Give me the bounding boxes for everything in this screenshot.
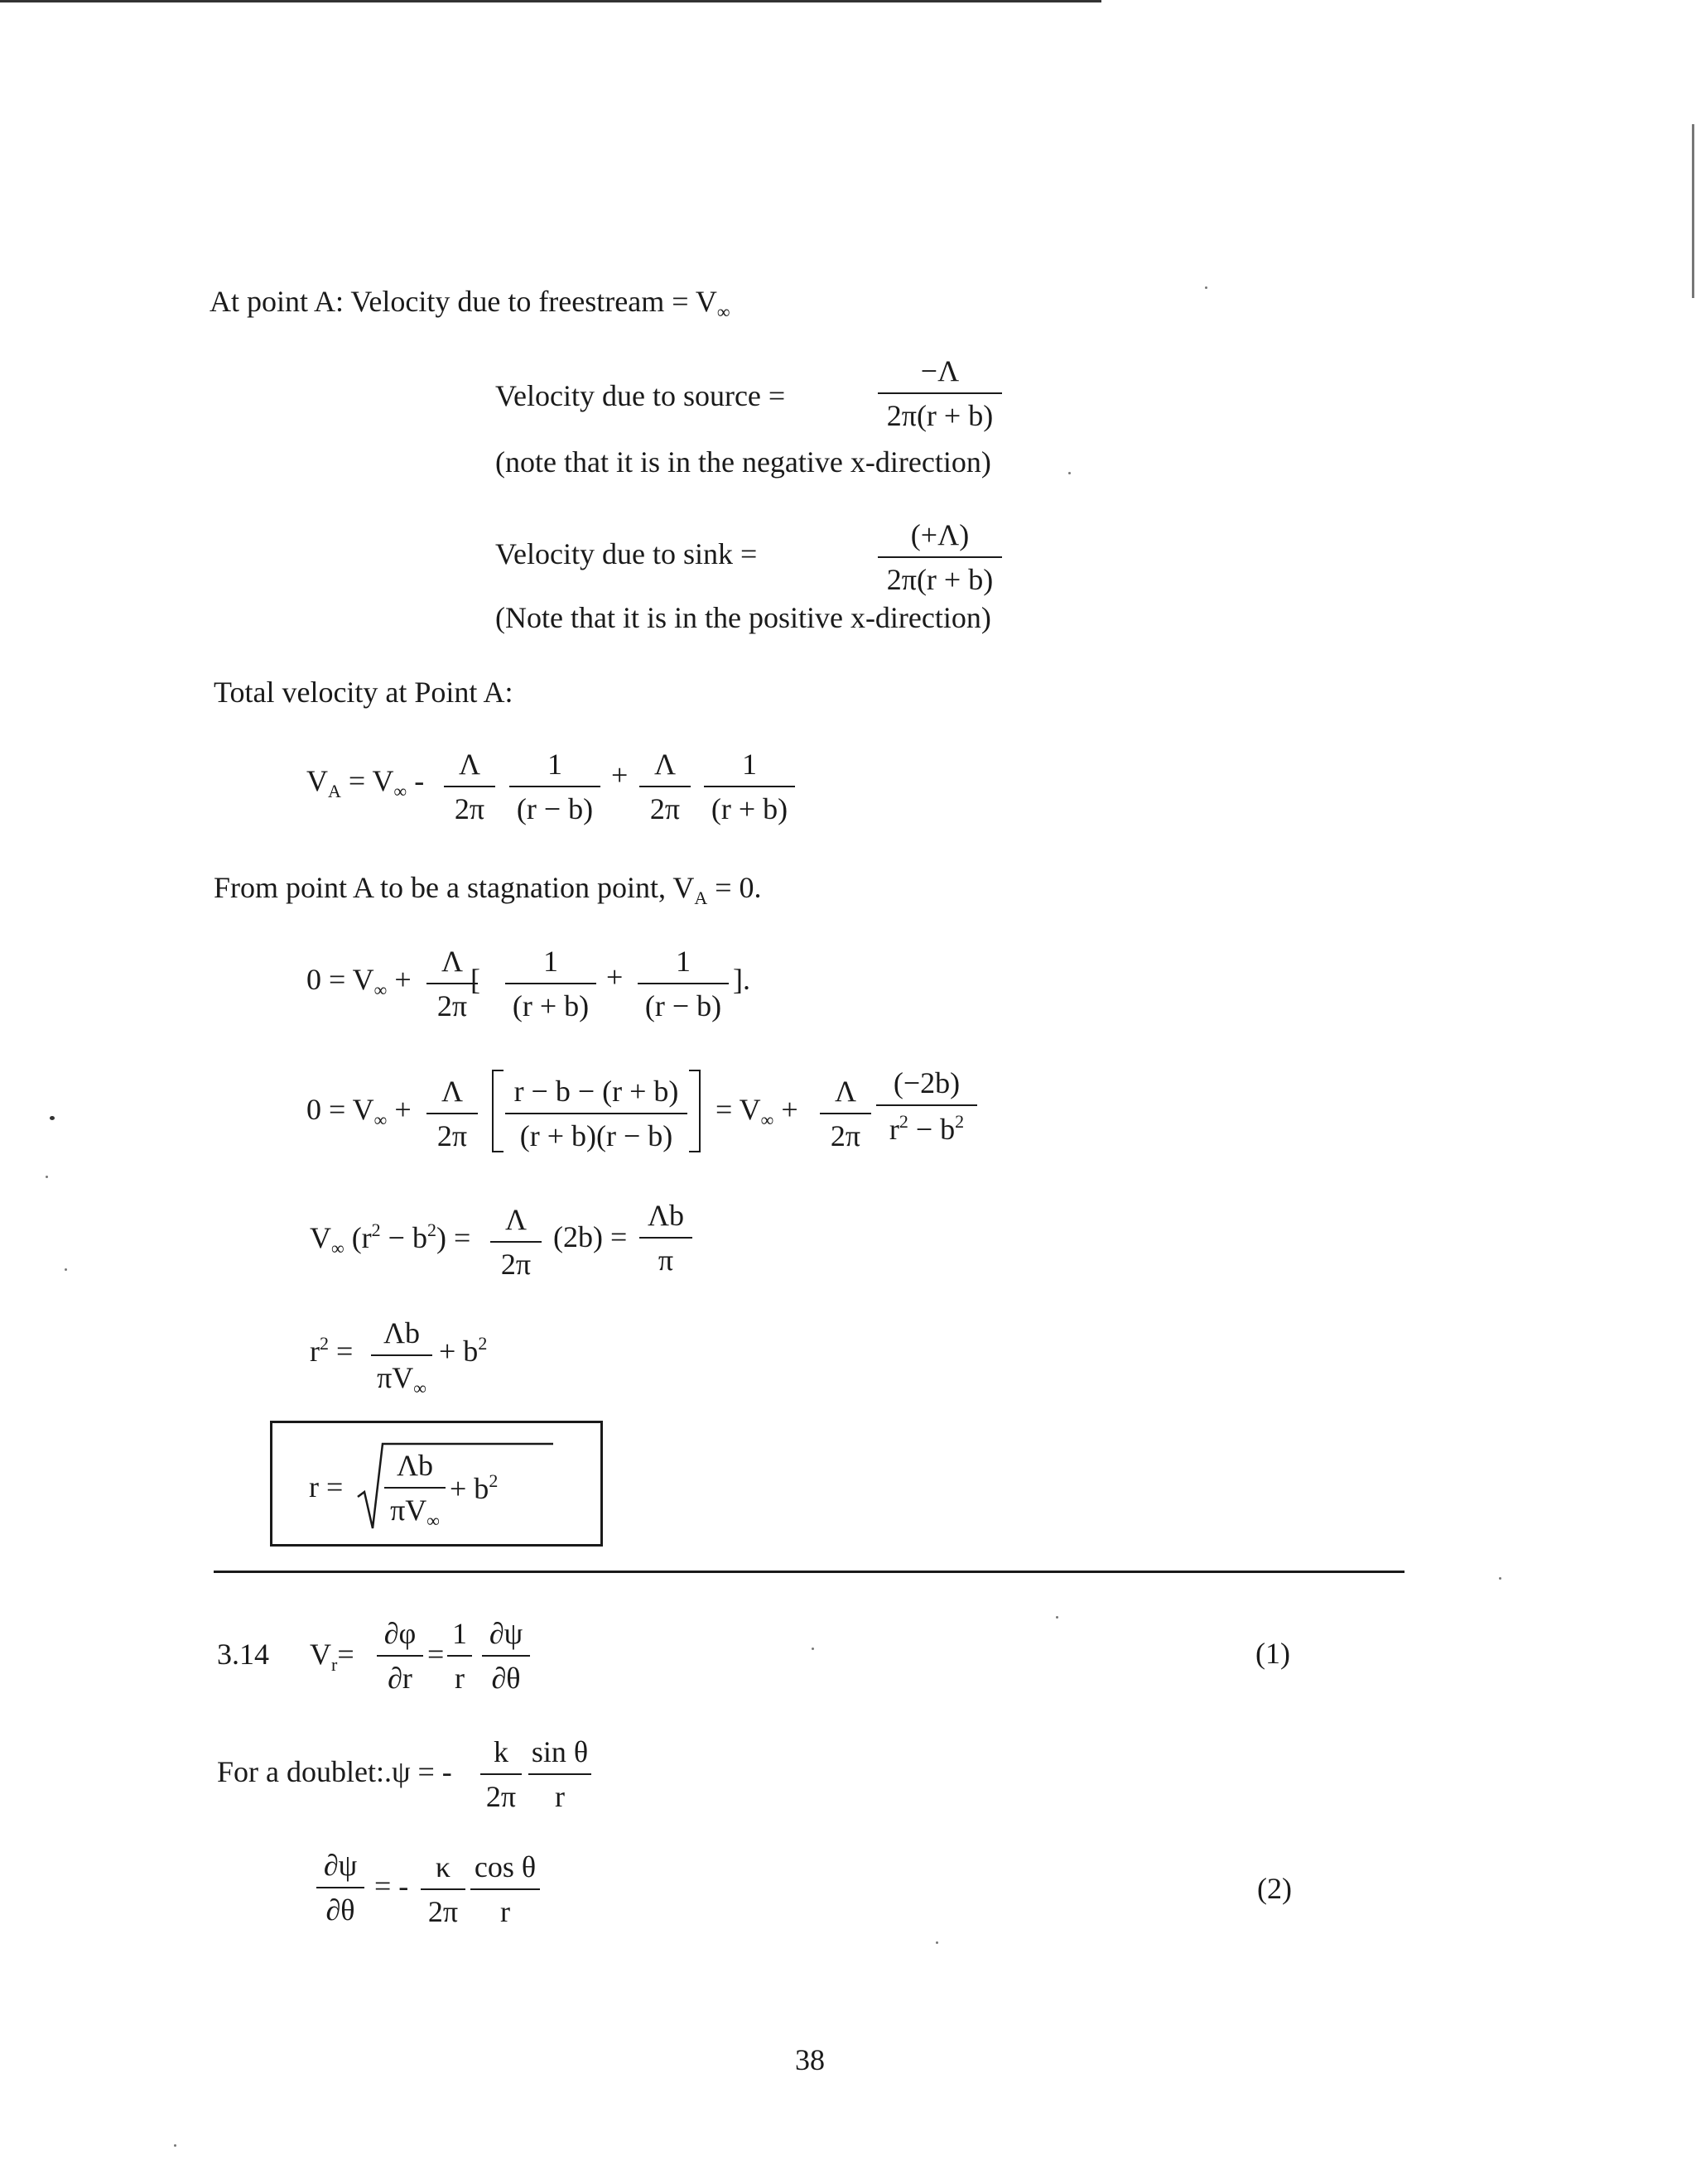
stag-main: From point A to be a stagnation point, V: [214, 871, 695, 904]
source-fraction: [878, 356, 1002, 431]
sink-label: Velocity due to sink =: [495, 537, 758, 570]
va-rmb: (r − b): [516, 792, 594, 825]
source-label: Velocity due to source =: [495, 379, 786, 412]
eq0a-plus2: +: [606, 960, 624, 993]
eq0b-text: 0 = V: [306, 1093, 374, 1126]
eq3-2b: (2b) =: [553, 1220, 628, 1253]
freestream-text: At point A: Velocity due to freestream = V: [210, 285, 717, 318]
scan-speck: [1056, 1616, 1058, 1619]
eq0b-lam2: Λ: [820, 1076, 871, 1114]
eq0b-mid-inf: ∞: [760, 1109, 774, 1130]
vr-r: r: [455, 1662, 465, 1695]
doublet-sin: sin θ: [528, 1737, 591, 1775]
v-inf-sub: ∞: [716, 301, 730, 322]
vr-eq: =: [337, 1638, 354, 1671]
eq4-eq: =: [329, 1335, 354, 1368]
va-2pi1: 2π: [454, 792, 485, 825]
va-v: V: [306, 764, 328, 797]
eq3-frac-lam: [490, 1205, 542, 1279]
eq0a-rbr: ].: [733, 963, 750, 996]
doublet-k: k: [480, 1737, 522, 1775]
eq0b-num: r − b − (r + b): [505, 1076, 687, 1114]
boxed-pv: [384, 1489, 446, 1530]
vr-frac-dphi: [377, 1619, 423, 1693]
va-2pi2: 2π: [649, 792, 681, 825]
eq4-pv: [371, 1356, 432, 1397]
va-frac-lam2: [639, 749, 691, 824]
stag-sub: A: [694, 888, 708, 908]
eq4-frac: [371, 1318, 432, 1397]
source-note: (note that it is in the negative x-direction): [495, 445, 991, 479]
vr-dr: ∂r: [388, 1662, 412, 1695]
sink-den: 2π(r + b): [886, 563, 994, 596]
eq0b-frac-main: [505, 1076, 687, 1151]
eq0a-frac1: [505, 946, 596, 1021]
scan-speck: [50, 1116, 55, 1120]
eq4-sup2: 2: [478, 1333, 488, 1354]
va-lam1: Λ: [444, 749, 495, 787]
doublet-label: For a doublet:.ψ = -: [217, 1755, 452, 1788]
stag-tail: = 0.: [707, 871, 762, 904]
va-lhs: [306, 766, 424, 801]
eq4-lamb: Λb: [371, 1318, 432, 1356]
eq0b-2pi: 2π: [436, 1119, 468, 1152]
va-inf: ∞: [393, 781, 407, 801]
equation-number-2: (2): [1257, 1872, 1292, 1905]
equation-number-1: (1): [1255, 1637, 1290, 1670]
eq0b-mid-text: = V: [716, 1093, 761, 1126]
source-den: 2π(r + b): [886, 399, 994, 432]
doublet-2pi: 2π: [485, 1780, 517, 1813]
eq0a-inf: ∞: [373, 979, 388, 1000]
va-sub: A: [328, 781, 341, 801]
eq2-frac-kappa: [421, 1852, 465, 1927]
vr-lhs: [310, 1639, 354, 1674]
boxed-plusb: [450, 1472, 498, 1503]
sink-fraction: [878, 520, 1002, 594]
eq0a-rpb: (r + b): [512, 989, 590, 1022]
boxed-lamb: Λb: [384, 1450, 446, 1489]
eq4-inf: ∞: [413, 1378, 426, 1398]
eq0a-one2: 1: [638, 946, 729, 984]
sink-num: (+Λ): [878, 520, 1002, 558]
eq3-inf: ∞: [331, 1238, 344, 1258]
eq0a-lam: Λ: [426, 946, 478, 984]
eq0b-den: (r + b)(r − b): [519, 1119, 673, 1152]
eq0a-plus: +: [387, 963, 412, 996]
boxed-sup: 2: [489, 1470, 499, 1491]
eq0b-lhs: [306, 1094, 412, 1129]
scan-speck: [174, 2144, 176, 2147]
scan-speck: [936, 1941, 938, 1944]
eq0b-inf: ∞: [373, 1109, 388, 1130]
va-minus: -: [407, 764, 425, 797]
eq0a-lbr: [: [470, 963, 480, 996]
eq0a-frac2: [638, 946, 729, 1021]
eq4-plusb: [439, 1335, 487, 1366]
boxed-piv: πV: [390, 1494, 427, 1527]
eq3-sup1: 2: [371, 1219, 381, 1240]
eq2-kappa: κ: [421, 1852, 465, 1890]
va-frac-lam1: [444, 749, 495, 824]
eq4-piv: πV: [377, 1361, 414, 1394]
freestream-line: [210, 286, 730, 321]
eq0b-r2b2: [876, 1106, 977, 1144]
eq0b-mid-plus: +: [773, 1093, 798, 1126]
eq3-lam: Λ: [490, 1205, 542, 1243]
scan-speck: [812, 1648, 814, 1650]
eq0b-frac-neg2b: [876, 1068, 977, 1144]
eq4-plusb-text: + b: [439, 1335, 479, 1368]
scan-speck: [46, 1176, 48, 1178]
va-one2: 1: [704, 749, 795, 787]
va-lam2: Λ: [639, 749, 691, 787]
sink-note: (Note that it is in the positive x-direction): [495, 601, 991, 634]
page-top-edge: [0, 0, 1101, 2]
page-number: 38: [795, 2043, 825, 2076]
va-frac-rmb: [509, 749, 600, 824]
scan-speck: [1068, 472, 1071, 474]
scan-speck: [1499, 1577, 1501, 1580]
scan-speck: [65, 1268, 67, 1271]
vr-frac-dpsi: [482, 1619, 530, 1693]
va-eq: = V: [340, 764, 394, 797]
eq0a-rmb: (r − b): [644, 989, 722, 1022]
vr-one: 1: [447, 1619, 472, 1657]
eq2-mid: = -: [374, 1869, 409, 1903]
eq0b-frac-lam: [426, 1076, 478, 1151]
vr-v: V: [310, 1638, 331, 1671]
problem-number: 3.14: [217, 1638, 269, 1671]
eq3-pi: π: [658, 1244, 674, 1277]
eq0b-frac-lam2: [820, 1076, 871, 1151]
eq2-frac-cos: [470, 1852, 540, 1927]
eq2-dpsi: ∂ψ: [316, 1850, 364, 1888]
eq0b-right-bracket: [689, 1070, 701, 1152]
page-right-edge: [1692, 124, 1694, 298]
eq0b-mid: [716, 1094, 798, 1129]
eq0a-lhs: [306, 965, 412, 999]
eq0b-sup1: 2: [899, 1111, 908, 1132]
boxed-lhs: r =: [309, 1470, 344, 1503]
source-num: −Λ: [878, 356, 1002, 394]
eq2-2pi: 2π: [427, 1895, 459, 1928]
doublet-frac-sin: [528, 1737, 591, 1811]
eq0b-minusb: − b: [908, 1113, 956, 1146]
eq0a-text: 0 = V: [306, 963, 374, 996]
total-velocity-label: Total velocity at Point A:: [214, 676, 513, 709]
eq2-dtheta: ∂θ: [325, 1893, 355, 1927]
eq0b-lam: Λ: [426, 1076, 478, 1114]
doublet-r: r: [555, 1780, 565, 1813]
vr-sub: r: [331, 1654, 338, 1675]
eq4-r: r: [310, 1335, 320, 1368]
vr-dtheta: ∂θ: [491, 1662, 521, 1695]
eq3-lamb: Λb: [639, 1200, 692, 1239]
eq0a-one1: 1: [505, 946, 596, 984]
eq3-paren: (r: [344, 1221, 372, 1254]
eq3-2pi: 2π: [500, 1248, 532, 1281]
eq0b-sup2: 2: [955, 1111, 965, 1132]
eq0b-neg2b: (−2b): [876, 1068, 977, 1106]
eq3-mid: − b: [380, 1221, 427, 1254]
vr-frac-1r: [447, 1619, 472, 1693]
vr-eq2: =: [427, 1638, 445, 1671]
section-divider: [214, 1571, 1404, 1573]
vr-dpsi: ∂ψ: [482, 1619, 530, 1657]
eq0a-2pi: 2π: [436, 989, 468, 1022]
eq2-r: r: [500, 1895, 510, 1928]
stagnation-text: [214, 873, 762, 907]
va-frac-rpb: [704, 749, 795, 824]
eq3-close: ) =: [436, 1221, 471, 1254]
vr-dphi: ∂φ: [377, 1619, 423, 1657]
va-one1: 1: [509, 749, 600, 787]
eq0b-2pi2: 2π: [830, 1119, 861, 1152]
eq0b-r: r: [889, 1113, 899, 1146]
eq3-sup2: 2: [426, 1219, 436, 1240]
boxed-frac: [384, 1450, 446, 1530]
boxed-plusb-text: + b: [450, 1472, 489, 1505]
eq2-cos: cos θ: [470, 1852, 540, 1890]
doublet-frac-k: [480, 1737, 522, 1811]
eq4-sup: 2: [320, 1333, 329, 1354]
scan-speck: [1205, 286, 1207, 289]
va-plus: +: [611, 758, 629, 791]
eq0b-plus: +: [387, 1093, 412, 1126]
eq3-frac-lamb: [639, 1200, 692, 1275]
eq3-v: V: [310, 1221, 331, 1254]
va-rpb: (r + b): [711, 792, 788, 825]
boxed-inf: ∞: [426, 1510, 440, 1531]
eq4-lhs: [310, 1335, 353, 1366]
eq2-frac-dpsi: [316, 1850, 364, 1925]
eq0b-left-bracket: [492, 1070, 504, 1152]
eq3-lhs: [310, 1221, 470, 1258]
